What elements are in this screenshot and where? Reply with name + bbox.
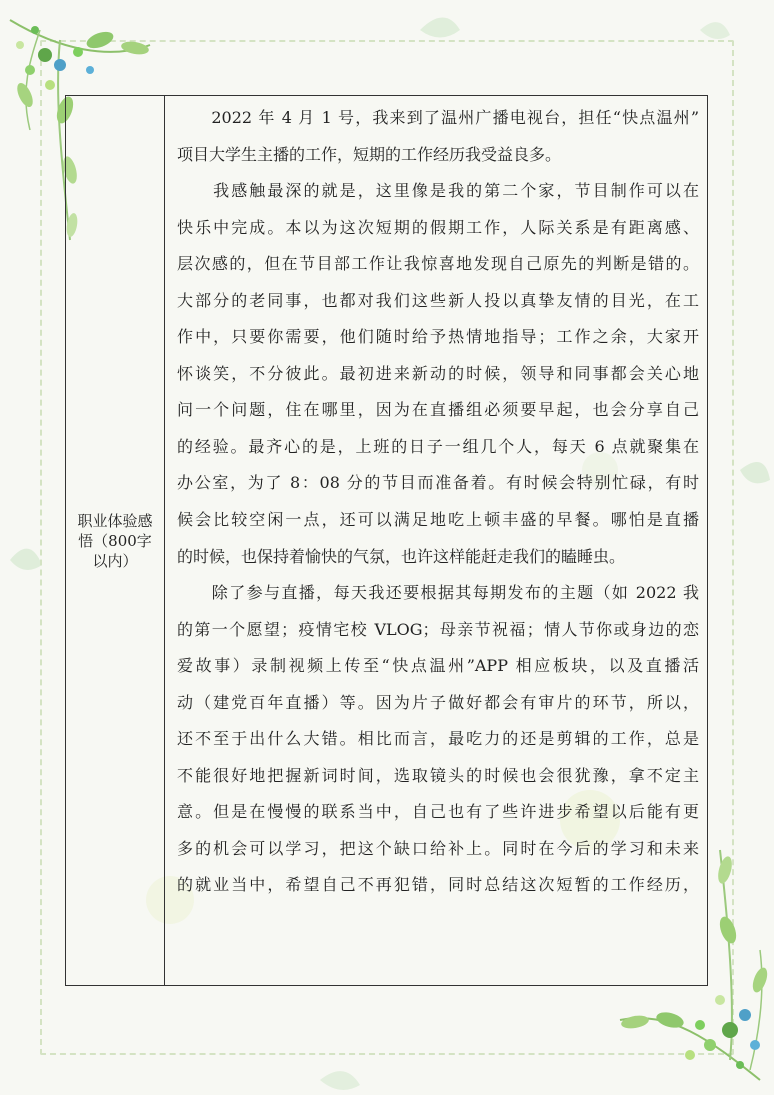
essay-content-cell <box>165 96 707 985</box>
row-label: 职业体验感悟（800字以内） <box>77 511 153 570</box>
essay-line: 作中，只要你需要，他们随时给予热情地指导；工作之余，大家开 <box>177 327 699 347</box>
essay-line: 爱故事）录制视频上传至“快点温州”APP 相应板块，以及直播活 <box>177 656 699 676</box>
essay-line: 候会比较空闲一点，还可以满足地吃上顿丰盛的早餐。哪怕是直播 <box>177 510 699 530</box>
essay-line: 的就业当中，希望自己不再犯错，同时总结这次短暂的工作经历， <box>177 875 699 895</box>
essay-line: 的经验。最齐心的是，上班的日子一组几个人，每天 6 点就聚集在 <box>177 436 699 456</box>
essay-line: 怀谈笑，不分彼此。最初进来新动的时候，领导和同事都会关心地 <box>177 363 699 383</box>
essay-line: 除了参与直播，每天我还要根据其每期发布的主题（如 2022 我 <box>177 583 699 603</box>
essay-line: 多的机会可以学习，把这个缺口给补上。同时在今后的学习和未来 <box>177 838 699 858</box>
essay-line: 项目大学生主播的工作，短期的工作经历我受益良多。 <box>177 144 562 164</box>
essay-line: 不能很好地把握新词时间，选取镜头的时候也会很犹豫，拿不定主 <box>177 765 699 785</box>
essay-line: 还不至于出什么大错。相比而言，最吃力的还是剪辑的工作，总是 <box>177 729 699 749</box>
essay-line: 意。但是在慢慢的联系当中，自己也有了些许进步希望以后能有更 <box>177 802 699 822</box>
essay-line: 问一个问题，住在哪里，因为在直播组必须要早起，也会分享自己 <box>177 400 699 420</box>
essay-line: 动（建党百年直播）等。因为片子做好都会有审片的环节，所以， <box>177 692 699 712</box>
essay-line: 的第一个愿望；疫情宅校 VLOG；母亲节祝福；情人节你或身边的恋 <box>177 619 699 639</box>
essay-line: 2022 年 4 月 1 号，我来到了温州广播电视台，担任“快点温州” <box>177 108 699 127</box>
experience-table <box>65 95 708 986</box>
essay-line: 办公室，为了 8：08 分的节目而准备着。有时候会特别忙碌，有时 <box>177 473 699 493</box>
essay-line: 的时候，也保持着愉快的气氛，也许这样能赶走我们的瞌睡虫。 <box>177 546 626 566</box>
essay-line: 层次感的，但在节目部工作让我惊喜地发现自己原先的判断是错的。 <box>177 254 699 274</box>
row-label-cell <box>66 96 165 985</box>
essay-line: 大部分的老同事，也都对我们这些新人投以真挚友情的目光，在工 <box>177 290 699 310</box>
essay-line: 我感触最深的就是，这里像是我的第二个家，节目制作可以在 <box>177 181 699 201</box>
essay-line: 快乐中完成。本以为这次短期的假期工作，人际关系是有距离感、 <box>177 217 699 237</box>
